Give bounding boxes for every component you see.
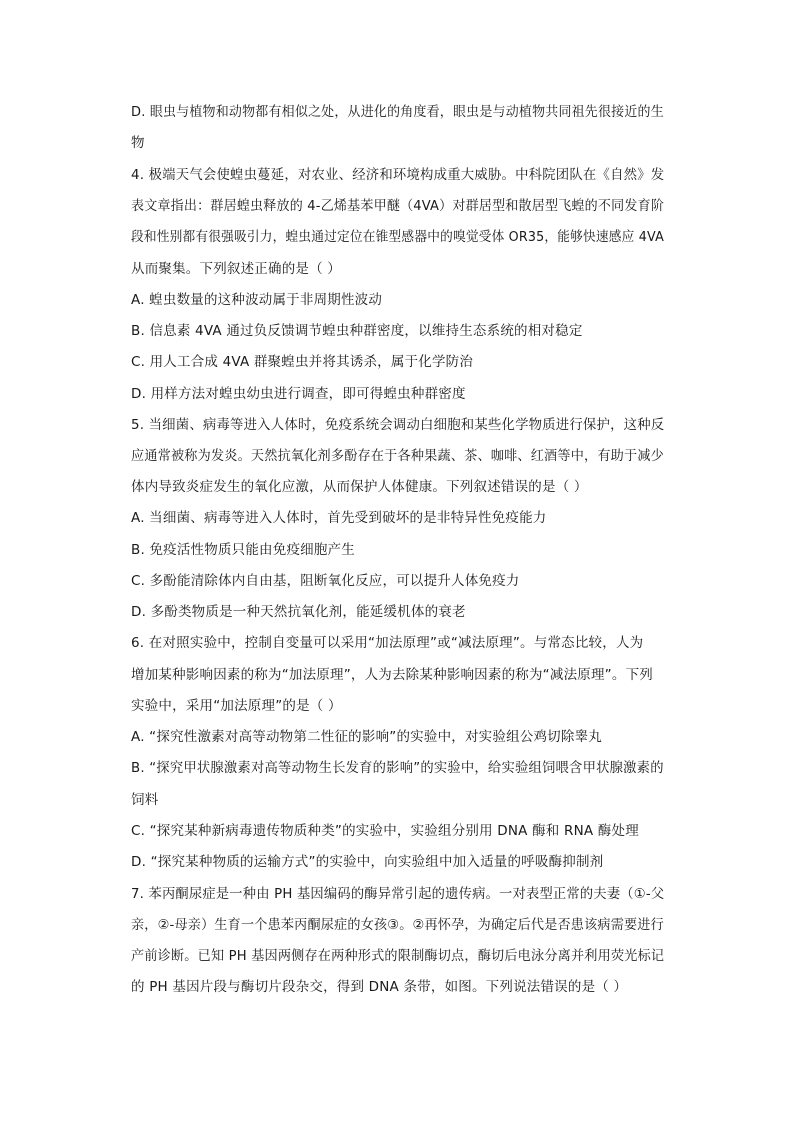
text-line: 产前诊断。已知 PH 基因两侧存在两种形式的限制酶切点，酶切后电泳分离并利用荧光标记 bbox=[131, 948, 665, 964]
option-d: D. 用样方法对蝗虫幼虫进行调查，即可得蝗虫种群密度 bbox=[131, 386, 466, 402]
option-a: A. “探究性激素对高等动物第二性征的影响”的实验中，对实验组公鸡切除睾丸 bbox=[131, 729, 602, 745]
text-line: 实验中，采用“加法原理”的是（ ） bbox=[131, 698, 342, 714]
question-7-stem: 7. 苯丙酮尿症是一种由 PH 基因编码的酶异常引起的遗传病。一对表型正常的夫妻（①-父 bbox=[131, 886, 665, 902]
text-line: 从而聚集。下列叙述正确的是（ ） bbox=[131, 261, 341, 277]
text-line: 的 PH 基因片段与酶切片段杂交，得到 DNA 条带，如图。下列说法错误的是（ ） bbox=[131, 979, 628, 995]
text-line: 段和性别都有很强吸引力，蝗虫通过定位在锥型感器中的嗅觉受体 OR35，能够快速感应 4VA bbox=[131, 229, 664, 245]
text-line: 体内导致炎症发生的氧化应激，从而保护人体健康。下列叙述错误的是（ ） bbox=[131, 479, 588, 495]
option-d: D. 多酚类物质是一种天然抗氧化剂，能延缓机体的衰老 bbox=[131, 604, 466, 620]
option-b: B. 免疫活性物质只能由免疫细胞产生 bbox=[131, 542, 355, 558]
text-line: 表文章指出：群居蝗虫释放的 4-乙烯基苯甲醚（4VA）对群居型和散居型飞蝗的不同发育阶 bbox=[131, 198, 665, 214]
text-line: 亲，②-母亲）生育一个患苯丙酮尿症的女孩③。②再怀孕，为确定后代是否患该病需要进行 bbox=[131, 917, 664, 933]
option-c: C. 用人工合成 4VA 群聚蝗虫并将其诱杀，属于化学防治 bbox=[131, 354, 474, 370]
text-line: 应通常被称为发炎。天然抗氧化剂多酚存在于各种果蔬、茶、咖啡、红酒等中，有助于减少 bbox=[131, 448, 664, 464]
option-c: C. “探究某种新病毒遗传物质种类”的实验中，实验组分别用 DNA 酶和 RNA 酶处理 bbox=[131, 823, 639, 839]
question-5-stem: 5. 当细菌、病毒等进入人体时，免疫系统会调动白细胞和某些化学物质进行保护，这种反 bbox=[131, 417, 665, 433]
option-b: B. “探究甲状腺激素对高等动物生长发育的影响”的实验中，给实验组饲喂含甲状腺激素的 bbox=[131, 760, 664, 776]
text-line: 增加某种影响因素的称为“加法原理”，人为去除某种影响因素的称为“减法原理”。下列 bbox=[131, 667, 653, 683]
option-b: B. 信息素 4VA 通过负反馈调节蝗虫种群密度，以维持生态系统的相对稳定 bbox=[131, 323, 583, 339]
option-c: C. 多酚能清除体内自由基，阻断氧化反应，可以提升人体免疫力 bbox=[131, 573, 520, 589]
text-line: 物 bbox=[131, 135, 145, 151]
question-4-stem: 4. 极端天气会使蝗虫蔓延，对农业、经济和环境构成重大威胁。中科院团队在《自然》发 bbox=[131, 167, 665, 183]
option-a: A. 蝗虫数量的这种波动属于非周期性波动 bbox=[131, 292, 383, 308]
question-6-stem: 6. 在对照实验中，控制自变量可以采用“加法原理”或“减法原理”。与常态比较，人为 bbox=[131, 635, 644, 651]
text-line: D. 眼虫与植物和动物都有相似之处，从进化的角度看，眼虫是与动植物共同祖先很接近的生 bbox=[131, 104, 664, 120]
text-line: 饲料 bbox=[131, 792, 159, 808]
option-d: D. “探究某种物质的运输方式”的实验中，向实验组中加入适量的呼吸酶抑制剂 bbox=[131, 854, 604, 870]
option-a: A. 当细菌、病毒等进入人体时，首先受到破坏的是非特异性免疫能力 bbox=[131, 510, 547, 526]
